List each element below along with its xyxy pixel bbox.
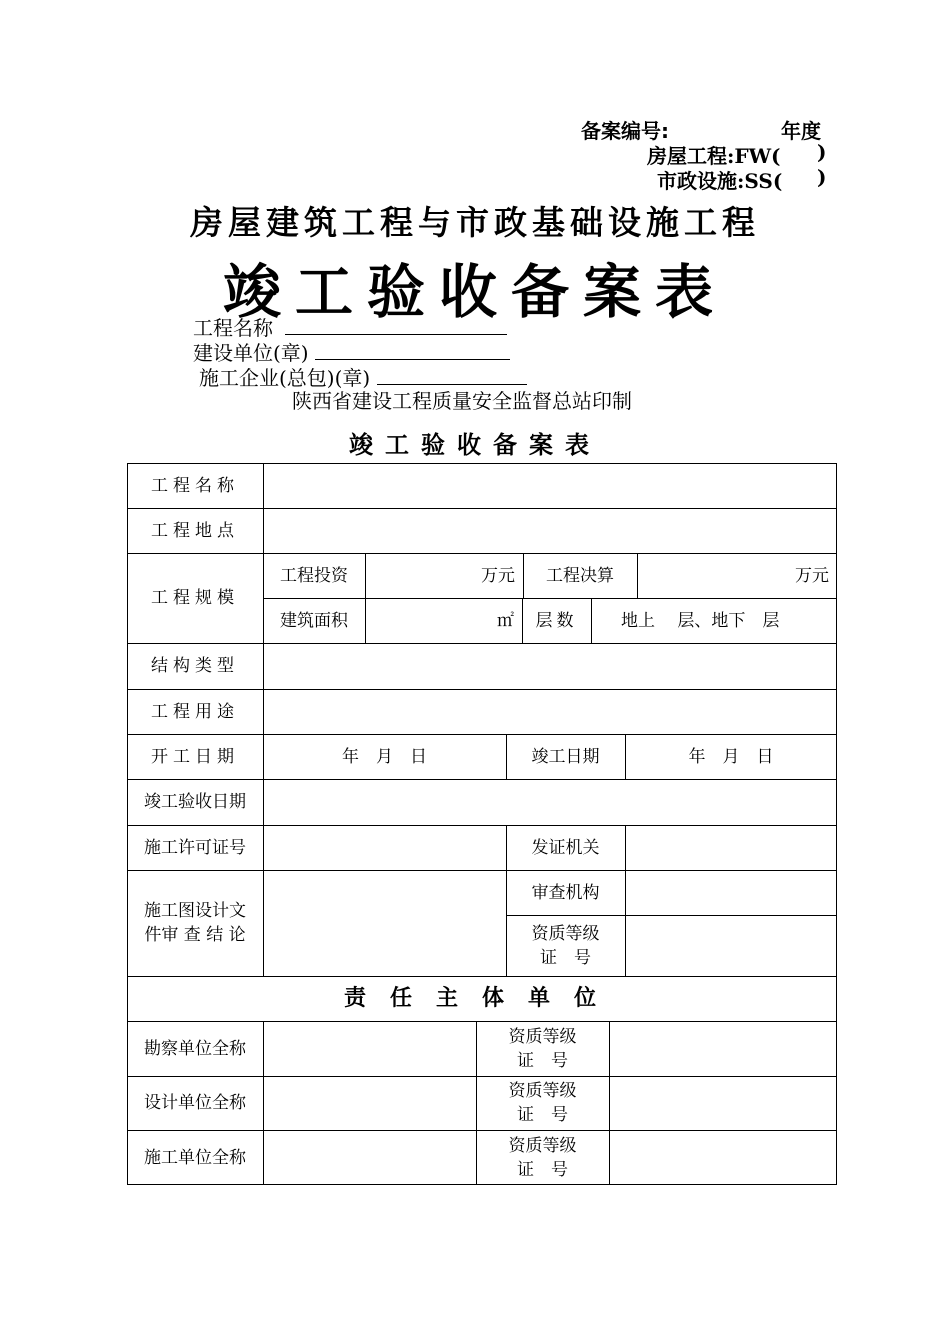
permit-number-label: 施工许可证号	[144, 837, 246, 858]
acceptance-date-label: 竣工验收日期	[144, 792, 246, 812]
drawing-review-label	[127, 870, 263, 976]
structure-type-value[interactable]	[263, 643, 837, 689]
project-name-label: 工程名称	[151, 475, 239, 496]
housing-project-label: 房屋工程:FW(	[647, 144, 781, 168]
design-unit-label: 设计单位全称	[144, 1093, 246, 1113]
drawing-review-value[interactable]	[263, 870, 506, 976]
issuing-authority-value[interactable]	[625, 825, 837, 870]
survey-qualification-value[interactable]	[609, 1021, 837, 1076]
acceptance-date-value[interactable]	[263, 779, 837, 825]
review-agency-label: 审查机构	[531, 882, 600, 903]
record-number-label: 备案编号:	[581, 119, 669, 143]
area-unit: ㎡	[497, 610, 514, 631]
housing-project-close: )	[817, 140, 827, 164]
design-qualification-label	[476, 1076, 609, 1130]
survey-qualification-label	[476, 1021, 609, 1076]
completion-date-label: 竣工日期	[531, 746, 600, 767]
completion-date-value[interactable]: 年 月 日	[688, 746, 774, 767]
cover-builder-field	[193, 339, 510, 365]
cover-contractor-blank	[377, 364, 527, 385]
drawing-review-label-line1: 施工图设计文	[144, 901, 246, 921]
qualification-line2: 证 号	[540, 947, 591, 968]
cover-contractor-label: 施工企业(总包)(章)	[199, 366, 371, 390]
structure-type-label: 结构类型	[151, 656, 239, 676]
municipal-facility-label: 市政设施:SS(	[657, 169, 783, 193]
investment-unit: 万元	[481, 565, 515, 586]
review-qualification-value[interactable]	[625, 915, 837, 976]
qualification-line1: 资质等级	[531, 923, 600, 944]
start-date-label: 开工日期	[151, 746, 239, 767]
responsible-section-header: 责任主体单位	[343, 985, 620, 1011]
main-title-line2: 竣工验收备案表	[222, 258, 727, 326]
review-qualification-label	[506, 915, 625, 976]
issuing-authority-label: 发证机关	[531, 837, 600, 858]
cover-builder-blank	[315, 339, 510, 360]
investment-label: 工程投资	[280, 565, 348, 586]
floors-label: 层数	[535, 610, 578, 631]
cover-project-name-blank	[285, 314, 507, 335]
survey-unit-label: 勘察单位全称	[144, 1038, 246, 1059]
table-title: 竣工验收备案表	[349, 431, 601, 459]
project-scale-label: 工程规模	[151, 588, 239, 608]
qualification-line1: 资质等级	[508, 1135, 577, 1156]
project-location-label: 工程地点	[151, 520, 239, 541]
review-agency-value[interactable]	[625, 870, 837, 915]
project-location-value[interactable]	[263, 508, 837, 553]
final-account-unit: 万元	[795, 565, 829, 586]
construction-unit-label: 施工单位全称	[144, 1147, 246, 1168]
survey-unit-value[interactable]	[263, 1021, 476, 1076]
qualification-line2: 证 号	[517, 1159, 568, 1180]
main-title-line1: 房屋建筑工程与市政基础设施工程	[190, 203, 760, 242]
printed-by: 陕西省建设工程质量安全监督总站印制	[292, 389, 632, 413]
permit-number-value[interactable]	[263, 825, 506, 870]
start-date-value[interactable]: 年 月 日	[342, 746, 427, 767]
design-qualification-value[interactable]	[609, 1076, 837, 1130]
usage-label: 工程用途	[151, 701, 239, 722]
final-account-label: 工程决算	[546, 565, 614, 586]
construction-qualification-value[interactable]	[609, 1130, 837, 1185]
cover-builder-label: 建设单位(章)	[193, 341, 309, 365]
qualification-line1: 资质等级	[508, 1026, 577, 1047]
building-area-label: 建筑面积	[280, 610, 348, 631]
project-name-value[interactable]	[263, 463, 837, 508]
drawing-review-label-line2: 件审 查 结 论	[144, 925, 246, 945]
qualification-line2: 证 号	[517, 1105, 568, 1125]
cover-contractor-field	[199, 364, 527, 390]
qualification-line1: 资质等级	[508, 1081, 577, 1101]
construction-qualification-label	[476, 1130, 609, 1185]
construction-unit-value[interactable]	[263, 1130, 476, 1185]
municipal-facility-close: )	[817, 165, 827, 189]
year-label: 年度	[781, 119, 821, 143]
qualification-line2: 证 号	[517, 1050, 568, 1071]
usage-value[interactable]	[263, 689, 837, 734]
cover-project-name-field	[193, 314, 507, 340]
design-unit-value[interactable]	[263, 1076, 476, 1130]
cover-project-name-label: 工程名称	[193, 316, 273, 340]
floors-value: 地上 层、地下 层	[621, 610, 780, 631]
